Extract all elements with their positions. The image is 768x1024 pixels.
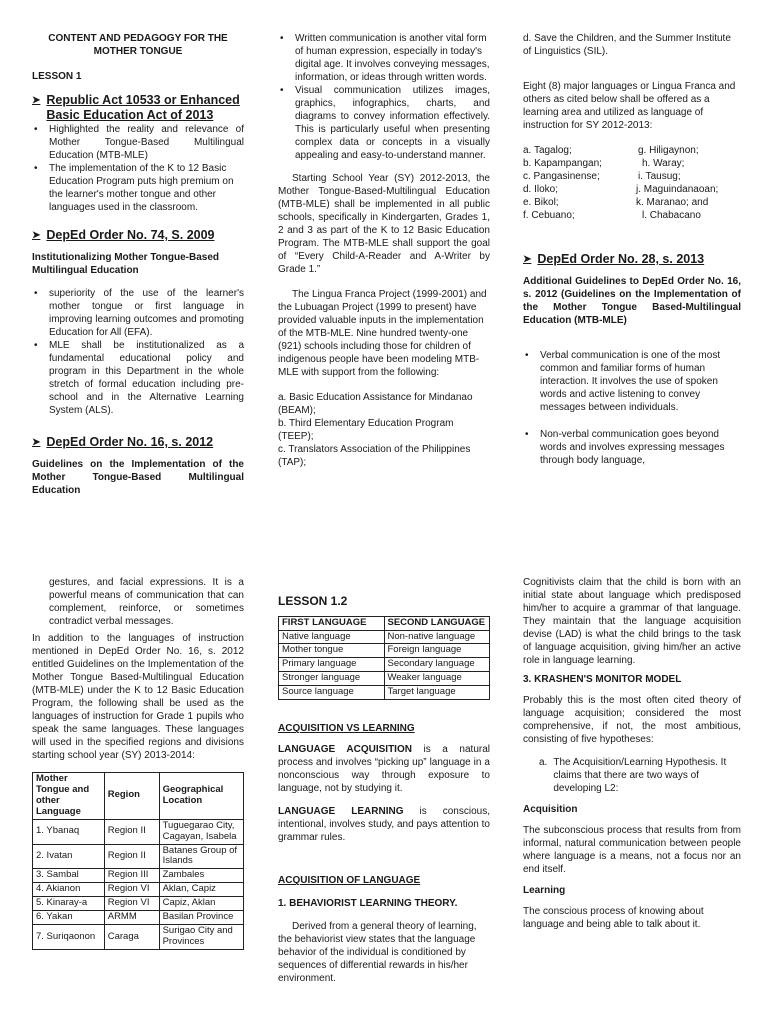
arrow-icon: ➤	[523, 254, 532, 265]
table-row: Mother tongue Foreign language	[279, 644, 490, 658]
supporters-list	[278, 391, 490, 469]
table-row: Stronger language Weaker language	[279, 672, 490, 686]
cognitivist-paragraph: Cognitivists claim that the child is born with an initial state about language which predisposed him/her to acquire a grammar of that language. They maintain that the language acquisition devise (LAD) is what the child brings to the task of language acquisition, giving him/her an active role in language learning.	[523, 577, 741, 666]
verbal-bullets	[523, 349, 741, 467]
deped-74-bullets	[32, 287, 244, 417]
lesson-1-2-label: LESSON 1.2	[278, 594, 348, 608]
column-4	[32, 576, 244, 950]
column-2	[278, 32, 490, 469]
list-item: • superiority of the use of the learner's mother tongue or first language in improving learning outcomes and promoting Education for All (EFA).	[32, 287, 244, 339]
learning-heading: Learning	[523, 885, 566, 896]
languages-left	[523, 144, 632, 222]
languages-list	[523, 144, 741, 222]
col-header-second-language: SECOND LANGUAGE	[384, 616, 490, 630]
list-item: • Written communication is another vital form of human expression, especially in today's digital age. It involves conveying messages, information, or ideas through written words.	[278, 32, 490, 84]
table-row: 2. Ivatan Region II Batanes Group of Islands	[33, 844, 244, 869]
col-header-first-language: FIRST LANGUAGE	[279, 616, 385, 630]
acquisition-vs-learning-heading: ACQUISITION VS LEARNING	[278, 723, 415, 735]
list-item: • Highlighted the reality and relevance of Mother Tongue-Based Multilingual Education (MTB-MLE)	[32, 123, 244, 162]
ra-10533-heading: ➤ Republic Act 10533 or Enhanced Basic Education Act of 2013	[32, 93, 240, 122]
list-item: h. Waray;	[642, 158, 685, 169]
table-row: 7. Suriqaonon Caraga Surigao City and Provinces	[33, 925, 244, 950]
list-item: • Visual communication utilizes images, graphics, infographics, charts, and diagrams to convey information effectively. This is particularly useful when presenting complex data or concepts in a visually appealing and easy-to-understand manner.	[278, 84, 490, 162]
col-header-location: Geographical Location	[159, 773, 243, 820]
table-row: Native language Non-native language	[279, 630, 490, 644]
hypothesis-item: a. The Acquisition/Learning Hypothesis. It claims that there are two ways of developing L2:	[539, 757, 727, 794]
list-item: e. Bikol;	[523, 197, 559, 208]
lesson-1-label: LESSON 1	[32, 71, 82, 82]
learning-text: The conscious process of knowing about language and being able to talk about it.	[523, 906, 704, 930]
acquisition-heading: Acquisition	[523, 804, 578, 815]
list-item: c. Pangasinense;	[523, 171, 600, 182]
table-row: 5. Kinaray-a Region VI Capiz, Aklan	[33, 897, 244, 911]
list-item: j. Maguindanaoan;	[636, 184, 719, 195]
arrow-icon: ➤	[32, 95, 41, 106]
deped-28-heading: ➤ DepEd Order No. 28, s. 2013	[523, 252, 705, 266]
table-header-row	[279, 616, 490, 630]
list-item: d. Iloko;	[523, 184, 559, 195]
supporter-d: d. Save the Children, and the Summer Institute of Linguistics (SIL).	[523, 33, 731, 57]
col-header-language: Mother Tongue and other Language	[33, 773, 105, 820]
languages-right	[632, 144, 741, 222]
list-item: b. Kapampangan;	[523, 158, 602, 169]
arrow-icon: ➤	[32, 437, 41, 448]
deped-74-subtitle: Institutionalizing Mother Tongue-Based Multilingual Education	[32, 252, 220, 276]
krashen-paragraph: Probably this is the most often cited theory of language acquisition; considered the most comprehensive, if not, the most ambitious, consisting of five hypotheses:	[523, 695, 741, 745]
acquisition-of-language-heading: ACQUISITION OF LANGUAGE	[278, 875, 421, 887]
first-second-language-table	[278, 616, 490, 701]
list-item: f. Cebuano;	[523, 210, 575, 221]
list-item: • The implementation of the K to 12 Basic Education Program puts high premium on the learner's mother tongue and other languages used in the classroom.	[32, 162, 244, 214]
list-item: a. Basic Education Assistance for Mindanao (BEAM);	[278, 392, 473, 416]
deped-74-heading: ➤ DepEd Order No. 74, S. 2009	[32, 228, 215, 242]
list-item: b. Third Elementary Education Program (TEEP);	[278, 418, 454, 442]
table-row: 4. Akianon Region VI Aklan, Capiz	[33, 883, 244, 897]
table-row: Source language Target language	[279, 686, 490, 700]
list-item: a. Tagalog;	[523, 145, 572, 156]
ra-bullets	[32, 123, 244, 214]
list-item: i. Tausug;	[638, 171, 681, 182]
list-item: l. Chabacano	[642, 210, 701, 221]
column-6	[523, 576, 741, 931]
additional-languages-paragraph: In addition to the languages of instruction mentioned in DepEd Order No. 16, s. 2012 entitled Guidelines on the Implementation of the Mother Tongue Based-Multilingual Education (MTB-MLE) under the K to 12 Basic Education Program, the following shall be used as the languages of instruction for Grade 1 pupils who speak the same languages. These languages will used in the specified regions and divisions starting school year (SY) 2013-2014:	[32, 633, 244, 761]
behaviorist-paragraph: Derived from a general theory of learning, the behaviorist view states that the language behavior of the individual is conditioned by sequences of differential rewards in his/her environment.	[278, 921, 477, 985]
list-item: k. Maranao; and	[636, 197, 709, 208]
nonverbal-continuation: gestures, and facial expressions. It is a powerful means of communication that can complement, reinforce, or sometimes contradict verbal messages.	[49, 577, 244, 627]
list-item: • Verbal communication is one of the most common and familiar forms of human interaction. It involves the use of spoken words and active listening to convey messages between individuals.	[523, 349, 741, 414]
list-item: c. Translators Association of the Philippines (TAP);	[278, 444, 471, 468]
table-row: 6. Yakan ARMM Basilan Province	[33, 911, 244, 925]
table-row: 3. Sambal Region III Zambales	[33, 869, 244, 883]
deped-16-heading: ➤ DepEd Order No. 16, s. 2012	[32, 435, 214, 449]
language-learning-definition: LANGUAGE LEARNING is conscious, intentional, involves study, and pays attention to grammar rules.	[278, 806, 490, 844]
page-title: CONTENT AND PEDAGOGY FOR THE MOTHER TONGUE	[48, 33, 228, 57]
table-row: Primary language Secondary language	[279, 658, 490, 672]
deped-28-subtitle: Additional Guidelines to DepEd Order No. 16, s. 2012 (Guidelines on the Implementation of the Mother Tongue Based-Multilingual Education (MTB-MLE)	[523, 276, 741, 326]
column-5	[278, 576, 490, 985]
table-header-row	[33, 773, 244, 820]
krashen-heading: 3. KRASHEN'S MONITOR MODEL	[523, 674, 682, 685]
mother-tongue-table	[32, 772, 244, 950]
list-item: • MLE shall be institutionalized as a fundamental educational policy and program in this Department in the whole stretch of formal education including pre-school and in the Alternative Learning System (ALS).	[32, 339, 244, 417]
table-row: 1. Ybanaq Region II Tuguegarao City, Cagayan, Isabela	[33, 819, 244, 844]
col-header-region: Region	[104, 773, 159, 820]
mtb-mle-paragraph: Starting School Year (SY) 2012-2013, the Mother Tongue-Based-Multilingual Education (MTB-MLE) shall be implemented in all public schools, specifically in Kindergarten, Grades 1, 2 and 3 as part of the K to 12 Basic Education Program. The MTB-MLE shall support the goal of “Every Child-A-Reader and A-Writer by Grade 1.”	[278, 173, 490, 275]
deped-16-subtitle: Guidelines on the Implementation of the Mother Tongue-Based Multilingual Education	[32, 459, 244, 496]
lingua-franca-paragraph: The Lingua Franca Project (1999-2001) and the Lubuagan Project (1999 to present) have provided valuable inputs in the implementation of the MTB-MLE. Nine hundred twenty-one (921) schools including those for children of indigenous people have been modeling MTB-MLE with support from the following:	[278, 289, 487, 378]
column-1	[32, 32, 244, 497]
language-acquisition-definition: LANGUAGE ACQUISITION is a natural process and involves “picking up” language in a nonconscious way through exposure to language, not by studying it.	[278, 744, 490, 795]
list-item: g. Hiligaynon;	[638, 145, 699, 156]
behaviorist-heading: 1. BEHAVIORIST LEARNING THEORY.	[278, 898, 458, 910]
arrow-icon: ➤	[32, 230, 41, 241]
acquisition-text: The subconscious process that results from from informal, natural communication between people where language is a means, not a focus nor an end itself.	[523, 825, 741, 875]
list-item: • Non-verbal communication goes beyond words and involves expressing messages through body language,	[523, 428, 741, 467]
communication-bullets	[278, 32, 490, 162]
major-languages-paragraph: Eight (8) major languages or Lingua Franca and others as cited below shall be offered as a learning area and utilized as language of instruction for SY 2012-2013:	[523, 81, 736, 131]
column-3	[523, 32, 741, 467]
